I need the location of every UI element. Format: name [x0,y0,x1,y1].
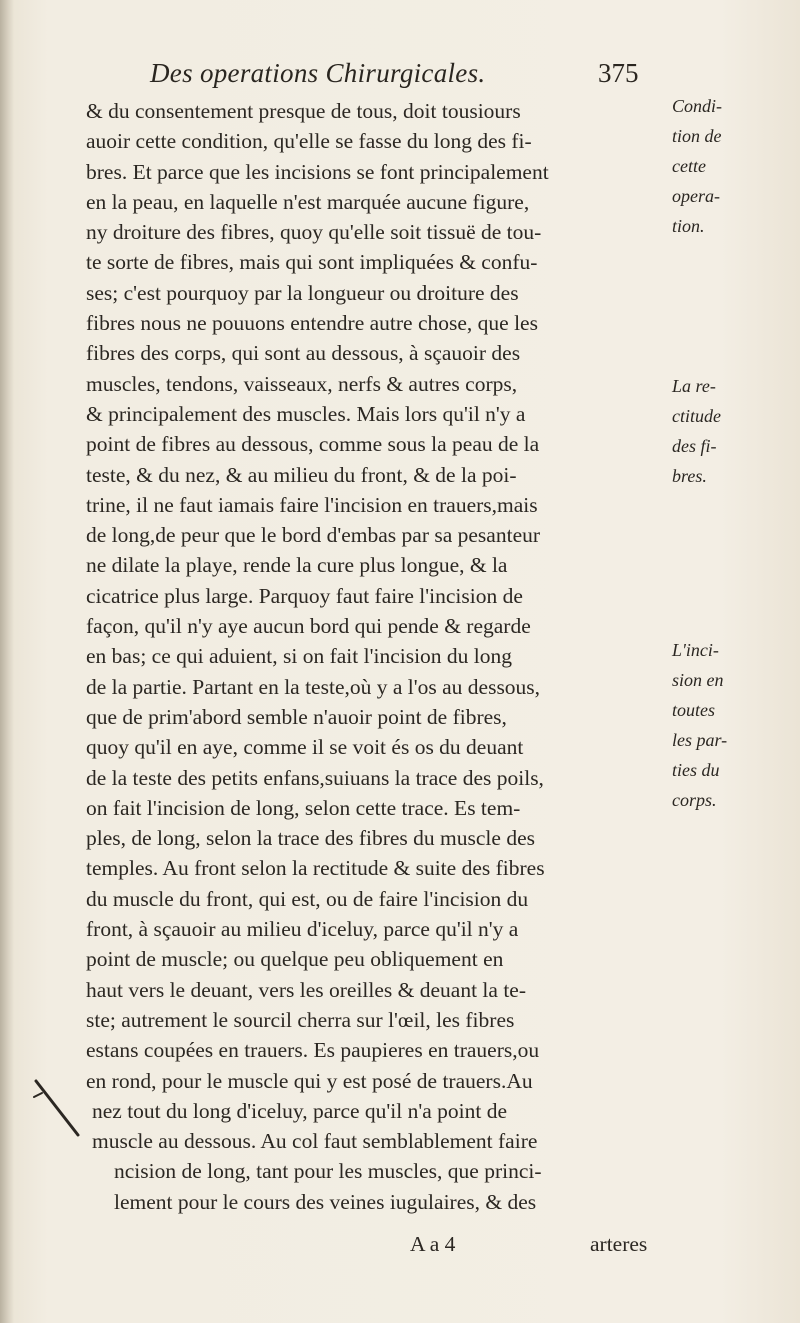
body-text [86,96,666,1217]
text-line: façon, qu'il n'y aye aucun bord qui pende & regarde [86,614,531,639]
text-line: haut vers le deuant, vers les oreilles & deuant la te- [86,977,526,1002]
text-line: nez tout du long d'iceluy, parce qu'il n'a point de [92,1098,508,1123]
text-line: trine, il ne faut iamais faire l'incision en trauers,mais [86,492,538,517]
margin-note-line: ctitude [672,406,721,426]
text-line: que de prim'abord semble n'auoir point de fibres, [86,704,507,729]
text-line: fibres des corps, qui sont au dessous, à sçauoir des [86,341,521,366]
text-line: quoy qu'il en aye, comme il se voit és os du deuant [86,735,524,760]
text-line: point de muscle; ou quelque peu obliquement en [86,947,504,972]
margin-note-line: tion de [672,126,722,146]
text-line: bres. Et parce que les incisions se font principalement [86,159,549,184]
signature-mark: A a 4 [410,1232,456,1256]
margin-note-line: tion. [672,216,705,236]
text-line: point de fibres au dessous, comme sous la peau de la [86,432,540,457]
text-line: teste, & du nez, & au milieu du front, & de la poi- [86,462,517,487]
text-line: ny droiture des fibres, quoy qu'elle soit tissuë de tou- [86,220,542,245]
text-line: ses; c'est pourquoy par la longueur ou droiture des [86,280,519,305]
text-line: ncision de long, tant pour les muscles, que princi- [114,1159,542,1184]
text-line: de long,de peur que le bord d'embas par sa pesanteur [86,523,541,548]
text-line: cicatrice plus large. Parquoy faut faire l'incision de [86,583,523,608]
margin-note-line: corps. [672,790,717,810]
margin-note-line: Condi- [672,96,723,116]
page-gutter [0,0,14,1323]
text-line: fibres nous ne pouuons entendre autre chose, que les [86,311,538,336]
text-line: & principalement des muscles. Mais lors qu'il n'y a [86,401,526,426]
text-line: de la teste des petits enfans,suiuans la trace des poils, [86,765,544,790]
text-line: estans coupées en trauers. Es paupieres en trauers,ou [86,1038,540,1063]
text-line: & du consentement presque de tous, doit tousiours [86,99,521,123]
text-line: front, à sçauoir au milieu d'iceluy, parce qu'il n'y a [86,917,519,942]
margin-note-line: La re- [672,376,716,396]
margin-note-line: les par- [672,730,728,750]
margin-note-line: opera- [672,186,720,206]
running-title: Des operations Chirurgicales. [150,58,486,88]
text-line: en la peau, en laquelle n'est marquée aucune figure, [86,189,530,214]
text-line: en bas; ce qui aduient, si on fait l'incision du long [86,644,513,669]
text-line: on fait l'incision de long, selon cette trace. Es tem- [86,795,521,820]
text-line: ne dilate la playe, rende la cure plus longue, & la [86,553,508,578]
margin-note-line: sion en [672,670,724,690]
pen-stroke-mark [30,1075,90,1145]
margin-note-line: ties du [672,760,720,780]
margin-note-line: L'inci- [672,640,719,660]
text-line: lement pour le cours des veines iugulaires, & des [114,1189,537,1214]
text-line: te sorte de fibres, mais qui sont impliquées & confu- [86,250,538,275]
text-line: temples. Au front selon la rectitude & suite des fibres [86,856,545,881]
page-number: 375 [598,58,639,88]
page-header [150,58,660,98]
text-line: du muscle du front, qui est, ou de faire l'incision du [86,886,529,911]
text-line: de la partie. Partant en la teste,où y a l'os au dessous, [86,674,541,699]
text-line: muscle au dessous. Au col faut semblablement faire [92,1129,538,1154]
catchword: arteres [590,1232,648,1256]
margin-note-line: des fi- [672,436,717,456]
margin-note-line: bres. [672,466,707,486]
text-line: auoir cette condition, qu'elle se fasse du long des fi- [86,129,532,154]
margin-note-line: toutes [672,700,715,720]
text-line: muscles, tendons, vaisseaux, nerfs & autres corps, [86,371,518,396]
margin-note-line: cette [672,156,706,176]
text-line: ste; autrement le sourcil cherra sur l'œil, les fibres [86,1007,515,1032]
text-line: en rond, pour le muscle qui y est posé de trauers.Au [86,1068,533,1093]
text-line: ples, de long, selon la trace des fibres du muscle des [86,826,535,851]
